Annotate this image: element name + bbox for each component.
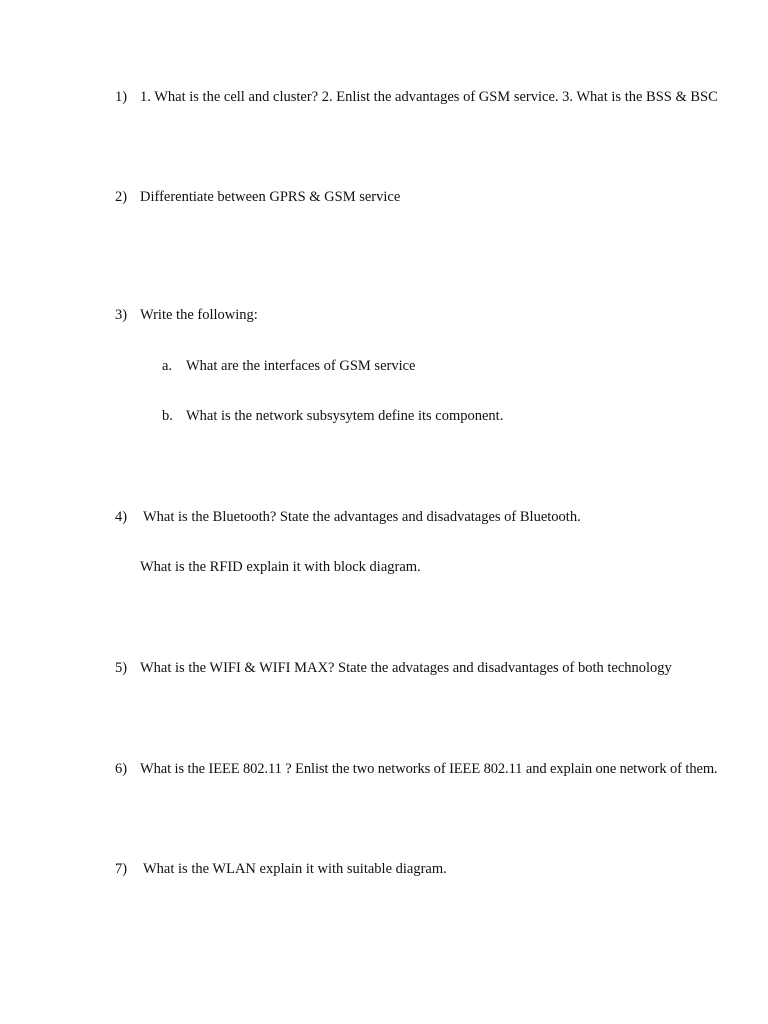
- question-text: What is the WIFI & WIFI MAX? State the advatages and disadvantages of both technology: [140, 660, 672, 676]
- question-number: 5): [115, 660, 128, 676]
- subitem-text: What is the network subsysytem define its component.: [186, 408, 504, 424]
- question-number: 6): [115, 761, 128, 777]
- subitem-text: What are the interfaces of GSM service: [186, 358, 416, 374]
- question-text: What is the IEEE 802.11 ? Enlist the two networks of IEEE 802.11 and explain one network of them.: [140, 761, 718, 777]
- question-text: What is the WLAN explain it with suitable diagram.: [143, 861, 447, 877]
- question-text: 1. What is the cell and cluster? 2. Enlist the advantages of GSM service. 3. What is the BSS & BSC: [140, 89, 718, 105]
- question-text: Write the following:: [140, 307, 258, 323]
- question-number: 4): [115, 509, 128, 525]
- question-number: 7): [115, 861, 128, 877]
- question-number: 2): [115, 189, 128, 205]
- question-text: What is the Bluetooth? State the advantages and disadvatages of Bluetooth.: [143, 509, 581, 525]
- question-text: Differentiate between GPRS & GSM service: [140, 189, 401, 205]
- subitem-marker: a.: [162, 358, 173, 374]
- question-number: 3): [115, 307, 128, 323]
- question-continuation: What is the RFID explain it with block diagram.: [140, 559, 421, 575]
- question-number: 1): [115, 89, 128, 105]
- subitem-marker: b.: [162, 408, 173, 424]
